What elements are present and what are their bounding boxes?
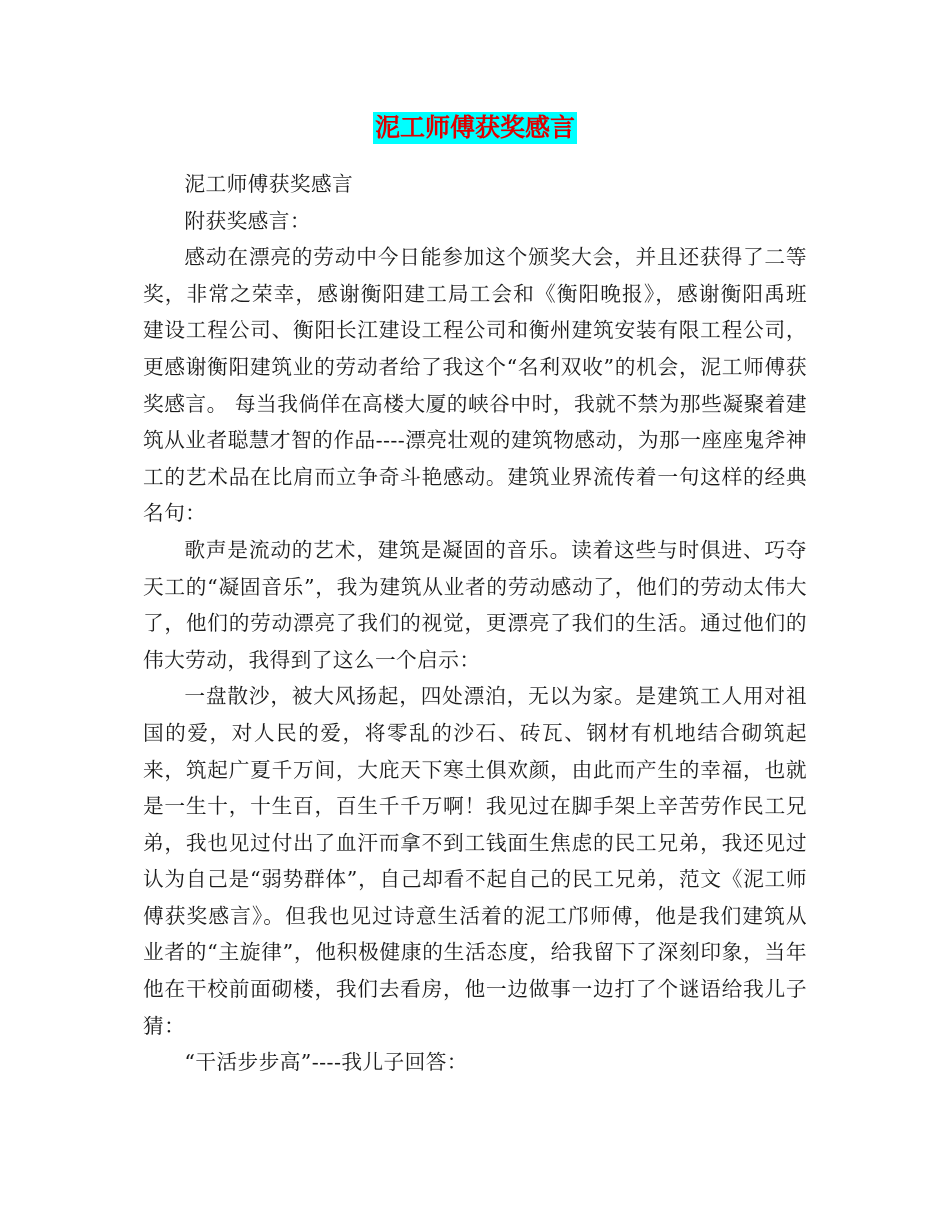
paragraph: “干活步步高”----我儿子回答： — [184, 1050, 468, 1075]
document-title: 泥工师傅获奖感言 — [374, 113, 575, 142]
paragraph: 感动在漂亮的劳动中今日能参加这个颁奖大会，并且还获得了二等奖，非常之荣幸，感谢衡阳建工局工会和《衡阳晚报》，感谢衡阳禹班建设工程公司、衡阳长江建设工程公司和衡州建筑安装有限工程公司，更感谢衡阳建筑业的劳动者给了我这个“名利双收”的机会，泥工师傅获奖感言。 每当我倘佯在高楼大厦的峡谷中时，我就不禁为那些凝聚着建筑从业者聪慧才智的作品----漂亮壮观的建筑物感动，为那一座座鬼斧神工的艺术品在比肩而立争奇斗艳感动。建筑业界流传着一句这样的经典名句： — [143, 245, 807, 526]
paragraph: 歌声是流动的艺术，建筑是凝固的音乐。读着这些与时俱进、巧夺天工的“凝固音乐”，我为建筑从业者的劳动感动了，他们的劳动太伟大了，他们的劳动漂亮了我们的视觉，更漂亮了我们的生活。通过他们的伟大劳动，我得到了这么一个启示： — [143, 537, 807, 672]
paragraph: 一盘散沙，被大风扬起，四处漂泊，无以为家。是建筑工人用对祖国的爱，对人民的爱，将零乱的沙石、砖瓦、钢材有机地结合砌筑起来，筑起广夏千万间，大庇天下寒土俱欢颜，由此而产生的幸福，也就是一生十，十生百，百生千千万啊！我见过在脚手架上辛苦劳作民工兄弟，我也见过付出了血汗而拿不到工钱面生焦虑的民工兄弟，我还见过认为自己是“弱势群体”，自己却看不起自己的民工兄弟，范文《泥工师傅获奖感言》。但我也见过诗意生活着的泥工邝师傅，他是我们建筑从业者的“主旋律”，他积极健康的生活态度，给我留下了深刻印象，当年他在干校前面砌楼，我们去看房，他一边做事一边打了个谜语给我儿子猜： — [143, 684, 807, 1038]
paragraph: 附获奖感言： — [184, 208, 311, 233]
paragraph: 泥工师傅获奖感言 — [184, 172, 354, 196]
title-row — [0, 112, 950, 144]
document-body — [143, 166, 807, 1081]
